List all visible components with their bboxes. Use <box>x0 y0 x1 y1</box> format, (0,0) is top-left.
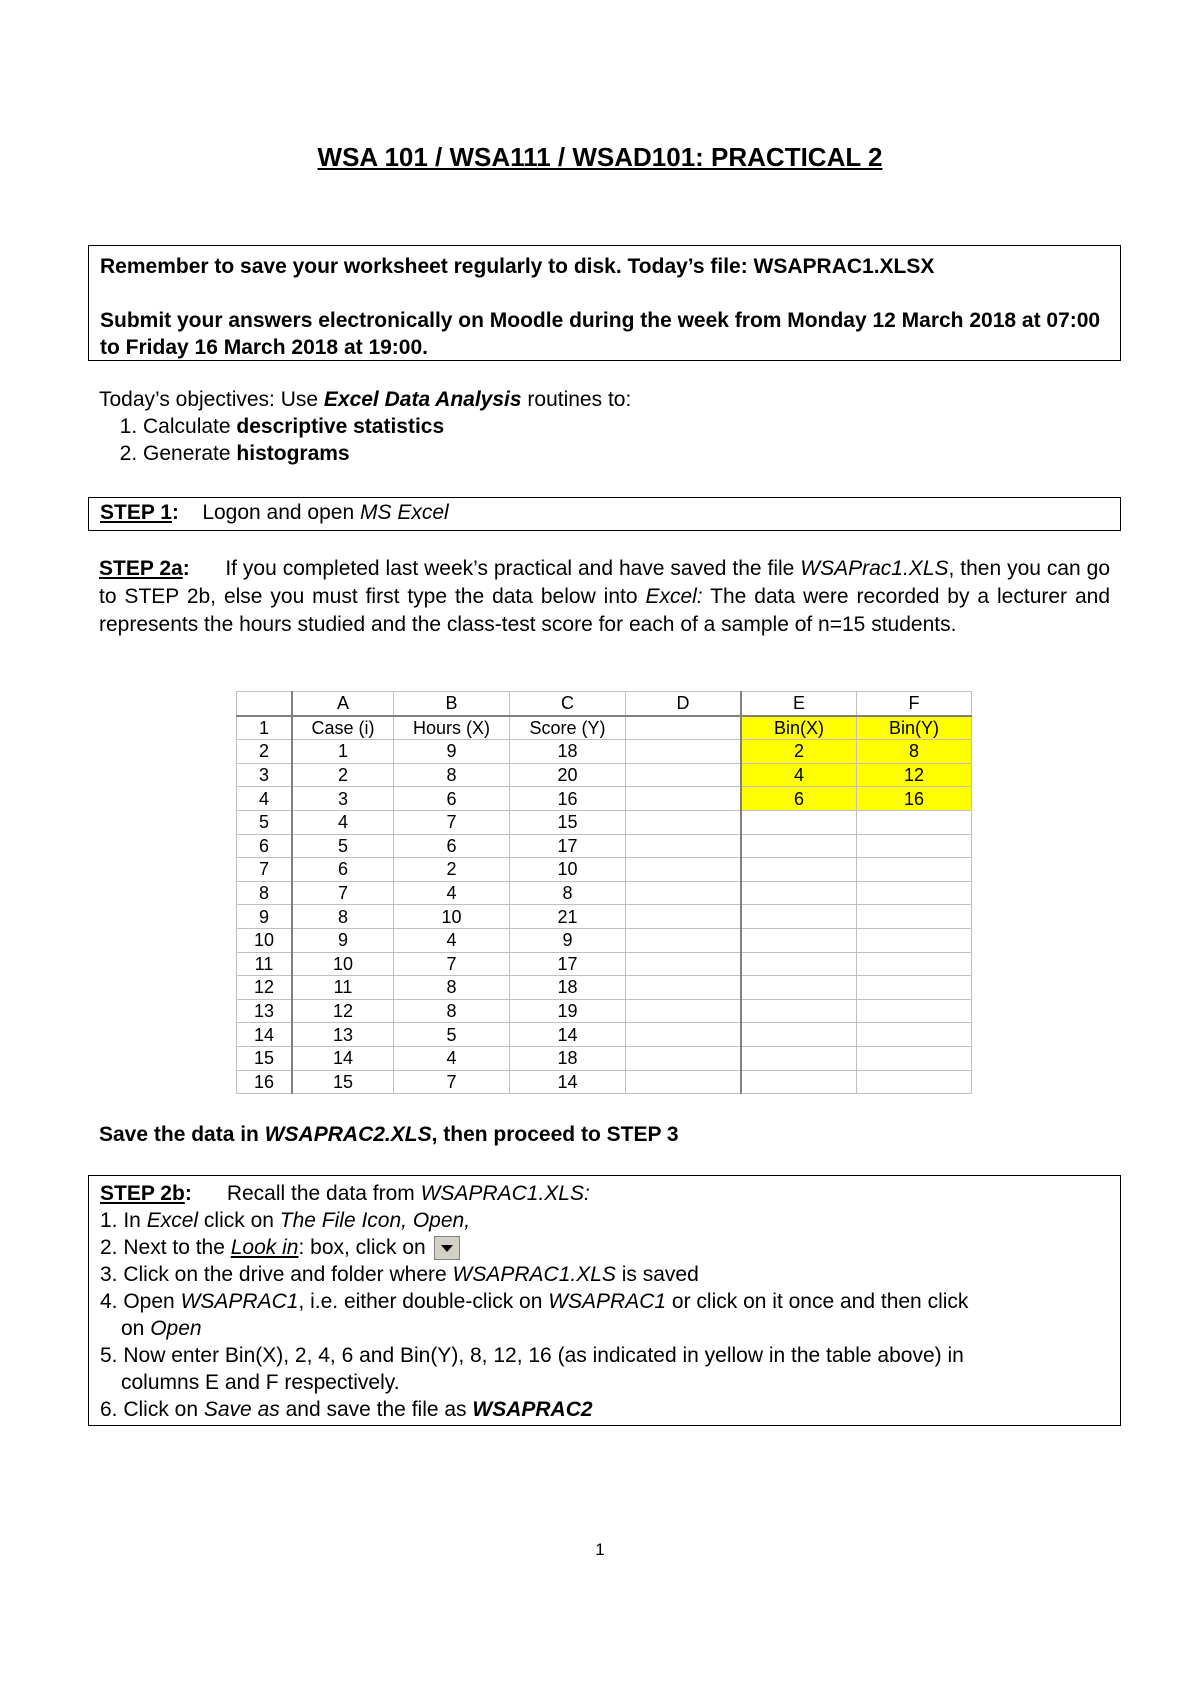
data-cell: 17 <box>510 834 626 858</box>
data-cell: 7 <box>394 1070 510 1094</box>
data-cell <box>741 810 857 834</box>
table-row <box>237 999 972 1023</box>
data-cell: 2 <box>394 858 510 882</box>
data-cell <box>741 976 857 1000</box>
data-cell: 6 <box>394 834 510 858</box>
data-cell <box>857 928 972 952</box>
column-header: E <box>741 692 857 716</box>
row-number: 11 <box>237 952 293 976</box>
data-cell: 16 <box>857 787 972 811</box>
header-cell: Hours (X) <box>394 716 510 740</box>
data-cell <box>857 858 972 882</box>
data-cell <box>857 976 972 1000</box>
step2b-item-6: 6. Click on Save as and save the file as WSAPRAC2 <box>100 1398 593 1421</box>
data-cell: 6 <box>292 858 394 882</box>
data-cell <box>626 976 742 1000</box>
data-cell: 11 <box>292 976 394 1000</box>
data-cell <box>626 1023 742 1047</box>
page-number: 1 <box>595 1540 605 1559</box>
submission-notice: Submit your answers electronically on Moodle during the week from Monday 12 March 2018 at 07:00 to Friday 16 March 2018 at 19:00. <box>100 309 1101 359</box>
row-number: 6 <box>237 834 293 858</box>
data-cell: 8 <box>857 740 972 764</box>
data-cell: 19 <box>510 999 626 1023</box>
save-reminder: Remember to save your worksheet regularly to disk. Today’s file: WSAPRAC1.XLSX <box>100 255 935 278</box>
corner-cell <box>237 692 293 716</box>
notice-box <box>88 245 1121 361</box>
table-row <box>237 976 972 1000</box>
data-cell <box>857 999 972 1023</box>
row-number: 9 <box>237 905 293 929</box>
data-cell <box>626 928 742 952</box>
objectives-list <box>99 413 631 467</box>
row-number: 1 <box>237 716 293 740</box>
data-cell <box>741 1046 857 1070</box>
step2b-item-5: 5. Now enter Bin(X), 2, 4, 6 and Bin(Y), 8, 12, 16 (as indicated in yellow in the table above) in <box>100 1344 964 1367</box>
data-cell: 21 <box>510 905 626 929</box>
data-cell: 14 <box>510 1070 626 1094</box>
data-cell <box>857 810 972 834</box>
data-cell: 4 <box>292 810 394 834</box>
data-cell <box>741 858 857 882</box>
data-cell <box>857 1070 972 1094</box>
data-cell: 8 <box>394 976 510 1000</box>
data-cell: 13 <box>292 1023 394 1047</box>
step2a-text: STEP 2a: If you completed last week’s practical and have saved the file WSAPrac1.XLS, then you can go to STEP 2b, else you must first type the data below into Excel: The data were recorded by a lecturer and represents the hours studied and the class-test score for each of a sample of n=15 students. <box>99 557 1111 636</box>
row-number: 5 <box>237 810 293 834</box>
table-row <box>237 1023 972 1047</box>
data-cell: 4 <box>394 928 510 952</box>
data-cell <box>626 952 742 976</box>
data-cell: 2 <box>741 740 857 764</box>
data-cell: 20 <box>510 763 626 787</box>
list-item: 2. Generate histograms <box>143 440 631 467</box>
step2b-item-2: 2. Next to the Look in: box, click on <box>100 1234 1109 1261</box>
data-cell <box>626 763 742 787</box>
step2b-item-5-cont: columns E and F respectively. <box>121 1371 400 1394</box>
data-cell: 12 <box>292 999 394 1023</box>
data-cell: 8 <box>510 881 626 905</box>
step2b-item-4: 4. Open WSAPRAC1, i.e. either double-click on WSAPRAC1 or click on it once and then click <box>100 1290 969 1313</box>
data-cell <box>741 834 857 858</box>
row-number: 12 <box>237 976 293 1000</box>
step2a-label: STEP 2a <box>99 557 183 580</box>
objectives-intro: Today’s objectives: Use Excel Data Analysis routines to: <box>99 388 632 411</box>
step2b-intro: STEP 2b: Recall the data from WSAPRAC1.XLS: <box>100 1182 590 1205</box>
data-cell <box>857 952 972 976</box>
data-cell <box>626 881 742 905</box>
step1-box: STEP 1: Logon and open MS Excel <box>88 497 1121 531</box>
data-cell <box>857 905 972 929</box>
header-cell: Bin(Y) <box>857 716 972 740</box>
data-cell: 4 <box>741 763 857 787</box>
data-cell: 9 <box>510 928 626 952</box>
data-cell <box>741 905 857 929</box>
data-cell <box>626 858 742 882</box>
data-cell <box>741 1070 857 1094</box>
column-header: D <box>626 692 742 716</box>
table-row <box>237 810 972 834</box>
data-cell <box>857 1023 972 1047</box>
data-cell: 7 <box>292 881 394 905</box>
data-cell <box>626 1046 742 1070</box>
data-cell <box>741 1023 857 1047</box>
data-cell: 8 <box>394 999 510 1023</box>
step2b-item-1: 1. In Excel click on The File Icon, Open, <box>100 1209 471 1232</box>
step1-label: STEP 1 <box>100 501 172 524</box>
row-number: 3 <box>237 763 293 787</box>
step2b-item-4-cont: on Open <box>121 1317 202 1340</box>
step2b-item-3: 3. Click on the drive and folder where WSAPRAC1.XLS is saved <box>100 1263 699 1286</box>
data-cell: 4 <box>394 1046 510 1070</box>
data-cell <box>626 905 742 929</box>
data-cell: 5 <box>394 1023 510 1047</box>
row-number: 16 <box>237 1070 293 1094</box>
data-cell <box>626 999 742 1023</box>
data-cell <box>626 787 742 811</box>
data-cell: 2 <box>292 763 394 787</box>
data-cell: 5 <box>292 834 394 858</box>
data-cell: 14 <box>510 1023 626 1047</box>
row-number: 2 <box>237 740 293 764</box>
column-header: C <box>510 692 626 716</box>
data-cell <box>741 881 857 905</box>
header-cell: Score (Y) <box>510 716 626 740</box>
data-cell: 18 <box>510 1046 626 1070</box>
header-cell: Bin(X) <box>741 716 857 740</box>
data-cell: 4 <box>394 881 510 905</box>
row-number: 7 <box>237 858 293 882</box>
spreadsheet-table <box>236 691 972 1094</box>
data-cell <box>626 834 742 858</box>
page-title: WSA 101 / WSA111 / WSAD101: PRACTICAL 2 <box>317 142 883 172</box>
row-number: 4 <box>237 787 293 811</box>
objectives <box>99 386 631 467</box>
data-cell: 6 <box>741 787 857 811</box>
header-cell: Case (i) <box>292 716 394 740</box>
data-cell: 10 <box>292 952 394 976</box>
step2b-label: STEP 2b <box>100 1182 185 1205</box>
list-item: 1. Calculate descriptive statistics <box>143 413 631 440</box>
data-cell: 14 <box>292 1046 394 1070</box>
row-number: 8 <box>237 881 293 905</box>
data-cell: 1 <box>292 740 394 764</box>
row-number: 14 <box>237 1023 293 1047</box>
step2b-box <box>88 1175 1121 1426</box>
data-cell: 12 <box>857 763 972 787</box>
table-row <box>237 763 972 787</box>
data-cell <box>626 740 742 764</box>
data-cell: 8 <box>292 905 394 929</box>
column-header: F <box>857 692 972 716</box>
row-number: 10 <box>237 928 293 952</box>
chevron-down-icon <box>434 1236 460 1260</box>
data-cell: 15 <box>292 1070 394 1094</box>
data-cell: 18 <box>510 740 626 764</box>
table-row <box>237 1070 972 1094</box>
data-cell: 7 <box>394 810 510 834</box>
header-cell <box>626 716 742 740</box>
table-row <box>237 952 972 976</box>
data-cell: 8 <box>394 763 510 787</box>
data-cell: 10 <box>394 905 510 929</box>
data-cell: 6 <box>394 787 510 811</box>
data-cell: 16 <box>510 787 626 811</box>
data-cell: 15 <box>510 810 626 834</box>
data-cell <box>741 952 857 976</box>
data-cell <box>626 1070 742 1094</box>
table-row <box>237 1046 972 1070</box>
data-cell: 7 <box>394 952 510 976</box>
column-header-row <box>237 692 972 716</box>
data-cell: 9 <box>292 928 394 952</box>
data-cell: 17 <box>510 952 626 976</box>
data-cell: 18 <box>510 976 626 1000</box>
data-cell <box>857 881 972 905</box>
table-row <box>237 740 972 764</box>
data-cell: 3 <box>292 787 394 811</box>
data-cell <box>857 834 972 858</box>
data-cell <box>857 1046 972 1070</box>
data-cell <box>626 810 742 834</box>
data-cell: 9 <box>394 740 510 764</box>
table-row <box>237 716 972 740</box>
row-number: 15 <box>237 1046 293 1070</box>
data-cell: 10 <box>510 858 626 882</box>
table-row <box>237 858 972 882</box>
column-header: B <box>394 692 510 716</box>
table-row <box>237 834 972 858</box>
data-cell <box>741 928 857 952</box>
save-instruction: Save the data in WSAPRAC2.XLS, then proceed to STEP 3 <box>99 1123 679 1146</box>
table-row <box>237 881 972 905</box>
column-header: A <box>292 692 394 716</box>
data-cell <box>741 999 857 1023</box>
row-number: 13 <box>237 999 293 1023</box>
table-row <box>237 928 972 952</box>
table-row <box>237 905 972 929</box>
table-row <box>237 787 972 811</box>
